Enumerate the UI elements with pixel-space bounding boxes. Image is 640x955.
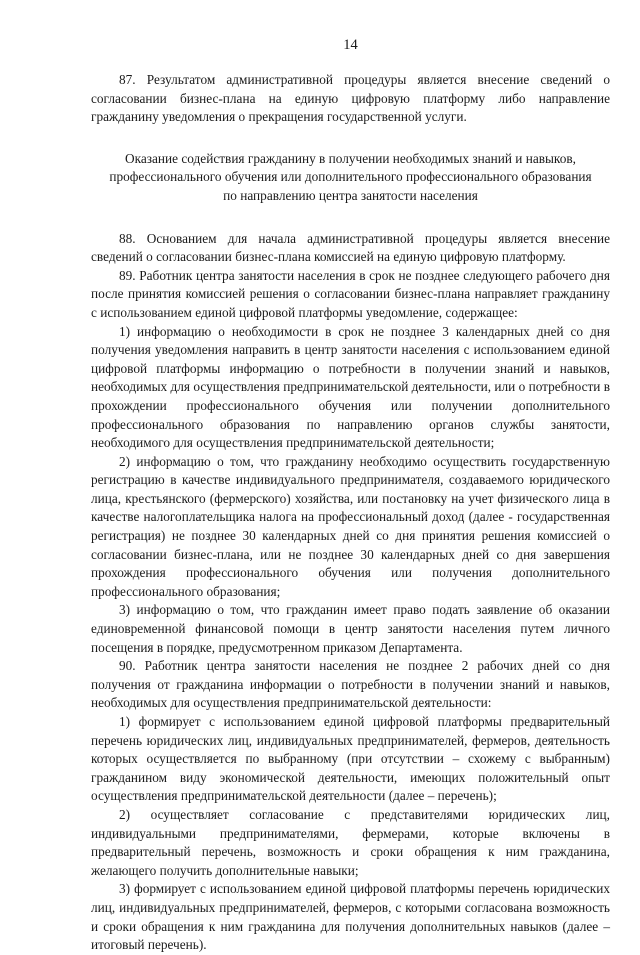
paragraph-88: 88. Основанием для начала административной процедуры является внесение сведений о согласовании бизнес-плана комиссией на единую цифровую платформу. (91, 230, 610, 265)
paragraph-89: 89. Работник центра занятости населения в срок не позднее следующего рабочего дня после принятия комиссией решения о согласовании бизнес-плана направляет гражданину с использованием единой цифровой платформы уведомление, содержащее: (91, 267, 610, 320)
page-number: 14 (343, 37, 358, 53)
paragraph-89-item-1: 1) информацию о необходимости в срок не позднее 3 календарных дней со дня получения уведомления направить в центр занятости населения с использованием единой цифровой платформы информацию о потребности в получении знаний и навыков, необходимых для осуществления предпринимательской деятельности, или о потребности в прохождении профессионального обучения или получении дополнительного профессионального образования по направлению органов службы занятости, необходимого для осуществления предпринимательской деятельности; (91, 323, 610, 451)
section-heading-line: профессионального обучения или дополнительного профессионального образования (109, 169, 592, 185)
section-heading (91, 150, 610, 206)
paragraph-90-item-1: 1) формирует с использованием единой цифровой платформы предварительный перечень юридических лиц, индивидуальных предпринимателей, фермеров, деятельность которых осуществляется по выбранному (при отсутствии – схожему с выбранным) гражданином виду экономической деятельности, имеющих положительный опыт осуществления предпринимательской деятельности (далее – перечень); (91, 714, 610, 804)
section-heading-line: по направлению центра занятости населения (223, 187, 478, 203)
paragraph-87: 87. Результатом административной процедуры является внесение сведений о согласовании бизнес-плана на единую цифровую платформу либо направление гражданину уведомления о прекращения государственной услуги. (91, 72, 610, 125)
paragraph-89-item-3: 3) информацию о том, что гражданин имеет право подать заявление об оказании единовременной финансовой помощи в центр занятости населения путем личного посещения в порядке, предусмотренном приказом Департамента. (91, 602, 610, 655)
paragraph-90: 90. Работник центра занятости населения не позднее 2 рабочих дней со дня получения от гражданина информации о потребности в получении знаний и навыков, необходимых для осуществления предпринимательской деятельности: (91, 658, 610, 711)
paragraph-90-item-2: 2) осуществляет согласование с представителями юридических лиц, индивидуальными предпринимателями, фермерами, которые включены в предварительный перечень, возможность и сроки обращения к ним гражданина, желающего получить дополнительные навыки; (91, 806, 610, 878)
section-heading-line: Оказание содействия гражданину в получении необходимых знаний и навыков, (125, 150, 576, 166)
paragraph-90-item-3: 3) формирует с использованием единой цифровой платформы перечень юридических лиц, индивидуальных предпринимателей, фермеров, с которыми согласована возможность и сроки обращения к ним гражданина для получения дополнительных навыков (далее – итоговый перечень). (91, 881, 610, 953)
paragraph-89-item-2: 2) информацию о том, что гражданину необходимо осуществить государственную регистрацию в качестве индивидуального предпринимателя, создаваемого юридического лица, крестьянского (фермерского) хозяйства, или постановку на учет физического лица в качестве налогоплательщика налога на профессиональный доход (далее - государственная регистрация) не позднее 30 календарных дней со дня принятия решения комиссией о согласовании бизнес-плана, или не позднее 30 календарных дней со дня завершения прохождения профессионального обучения или получения дополнительного профессионального образования; (91, 453, 610, 599)
